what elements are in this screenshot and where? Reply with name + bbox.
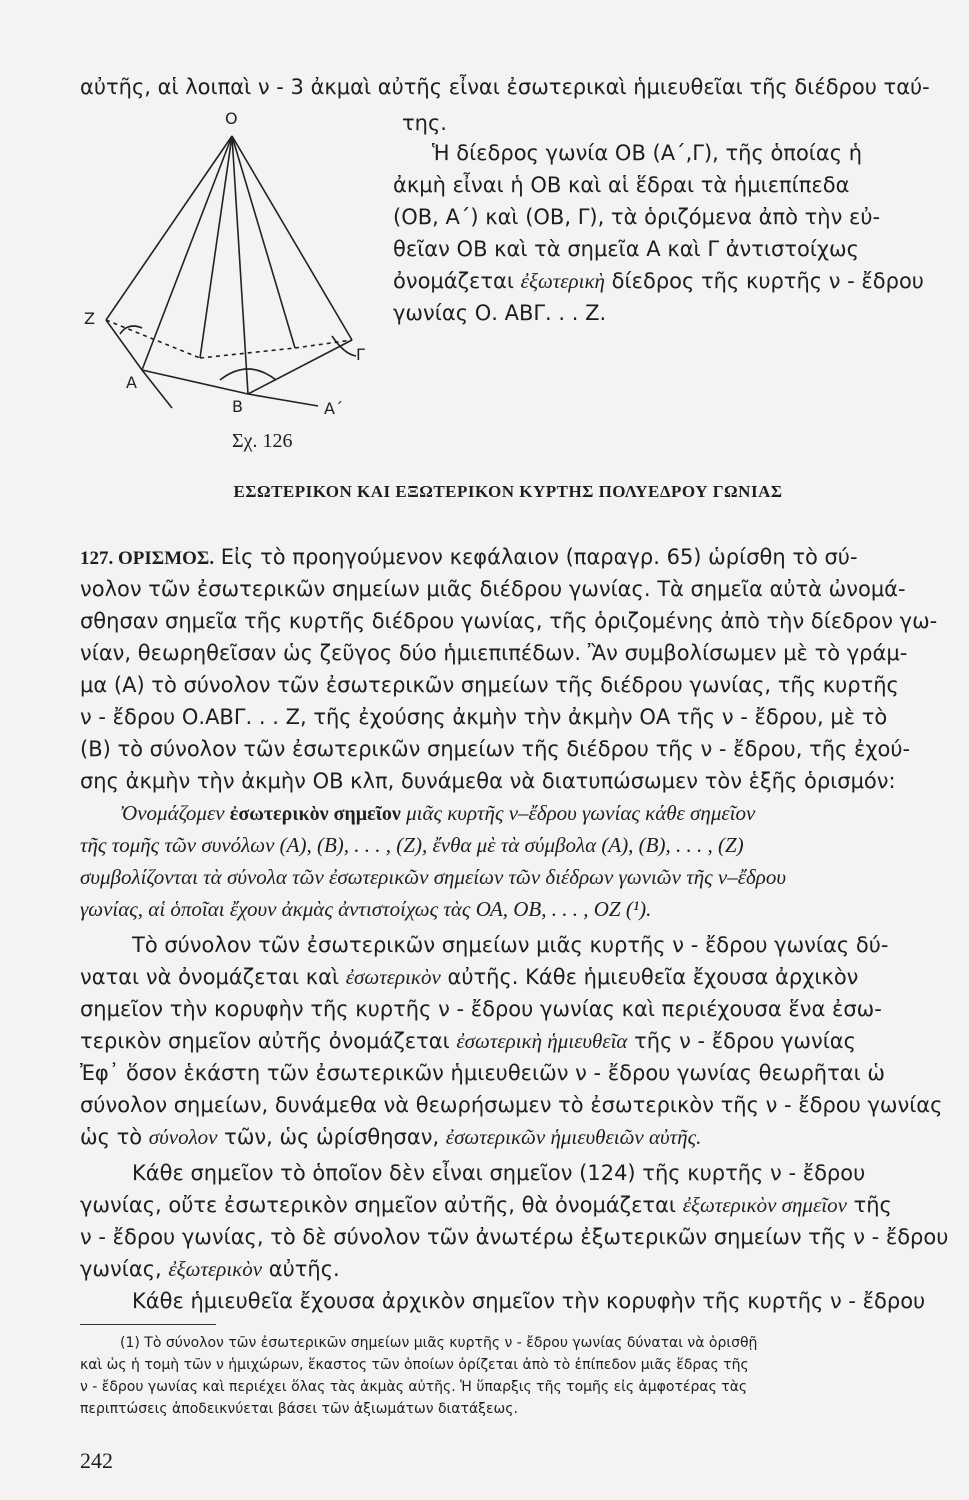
text-line: νολον τῶν ἐσωτερικῶν σημείων μιᾶς διέδρου γωνίας. Τὰ σημεῖα αὐτὰ ὠνομά- — [80, 577, 906, 601]
label-Z: Ζ — [84, 309, 95, 328]
text-span: αὐτῆς. Κάθε ἡμιευθεῖα ἔχουσα ἀρχικὸν — [440, 965, 859, 989]
edge-inner — [200, 136, 232, 358]
text-line: Ἐφ᾽ ὅσον ἑκάστη τῶν ἐσωτερικῶν ἡμιευθειῶν ν - ἔδρου γωνίας θεωρῆται ὡ — [80, 1061, 885, 1085]
text-line: (ΟΒ, Α΄) καὶ (ΟΒ, Γ), τὰ ὁριζόμενα ἀπὸ τὴν εὐ- — [393, 205, 881, 229]
text-line: σθησαν σημεῖα τῆς κυρτῆς διέδρου γωνίας, τῆς ὁριζομένης ἀπὸ τὴν δίεδρον γω- — [80, 609, 938, 633]
text-line: σημεῖον τὴν κορυφὴν τῆς κυρτῆς ν - ἔδρου γωνίας καὶ περιέχουσα ἕνα ἐσω- — [80, 997, 882, 1021]
hidden-edge — [200, 348, 295, 358]
text-line: (Β) τὸ σύνολον τῶν ἐσωτερικῶν σημείων τῆς διέδρου τῆς ν - ἔδρου, τῆς ἐχού- — [80, 737, 911, 761]
edge-OA — [142, 136, 232, 370]
edge-OZ — [106, 136, 232, 320]
label-B: Β — [232, 397, 243, 416]
italic-term: ἐξωτερικὴ — [520, 269, 605, 293]
edge-OG — [232, 136, 352, 340]
text-span: ὡς τὸ — [80, 1125, 149, 1149]
italic-term: ἐσωτερικὴ ἡμιευθεῖα — [456, 1029, 628, 1053]
text-line: Ἡ δίεδρος γωνία ΟΒ (Α΄,Γ), τῆς ὁποίας ἡ — [432, 141, 863, 165]
text-line: θεῖαν ΟΒ καὶ τὰ σημεῖα Α καὶ Γ ἀντιστοίχως — [393, 237, 859, 261]
italic-term: ἐσωτερικὸν — [345, 965, 441, 989]
text-line: νίαν, θεωρηθεῖσαν ὡς ζεῦγος δύο ἡμιεπιπέδων. Ἂν συμβολίσωμεν μὲ τὸ γράμ- — [80, 641, 908, 665]
text-line — [80, 1256, 340, 1282]
definition-line: συμβολίζονται τὰ σύνολα τῶν ἐσωτερικῶν σημείων τῶν διέδρων γωνιῶν τῆς ν–ἔδρου — [80, 865, 786, 889]
text-line — [393, 268, 924, 294]
angle-arc-G — [332, 336, 356, 356]
text-line: ν - ἔδρου γωνίας, τὸ δὲ σύνολον τῶν ἀνωτέρω ἐξωτερικῶν σημείων τῆς ν - ἔδρου — [80, 1225, 949, 1249]
footnote-rule — [80, 1324, 216, 1325]
extension-BA1 — [248, 394, 318, 406]
italic-term: ἐξωτερικὸν σημεῖον — [682, 1193, 847, 1217]
text-line: γωνίας Ο. ΑΒΓ. . . Ζ. — [393, 301, 607, 325]
text-line: μα (Α) τὸ σύνολον τῶν ἐσωτερικῶν σημείων τῆς διέδρου γωνίας, τῆς κυρτῆς — [80, 673, 899, 697]
label-O: Ο — [225, 109, 238, 128]
text-line: ἀκμὴ εἶναι ἡ ΟΒ καὶ αἱ ἕδραι τὰ ἡμιεπίπεδα — [393, 173, 850, 197]
text-line: Κάθε σημεῖον τὸ ὁποῖον δὲν εἶναι σημεῖον (124) τῆς κυρτῆς ν - ἔδρου — [132, 1161, 866, 1185]
footnote-line: (1) Τὸ σύνολον τῶν ἐσωτερικῶν σημείων μιᾶς κυρτῆς ν - ἔδρου γωνίας δύναται νὰ ὁρισθῇ — [120, 1335, 758, 1351]
label-A-prime: Α΄ — [324, 399, 343, 418]
text-span: ναται νὰ ὀνομάζεται καὶ — [80, 965, 346, 989]
section-number: 127. ΟΡΙΣΜΟΣ. — [80, 548, 215, 569]
text-line: Τὸ σύνολον τῶν ἐσωτερικῶν σημείων μιᾶς κυρτῆς ν - ἔδρου γωνίας δύ- — [132, 933, 889, 957]
text-line: σης ἀκμὴν τὴν ἀκμὴν ΟΒ κλπ, δυνάμεθα νὰ διατυπώσωμεν τὸν ἑξῆς ὁρισμόν: — [80, 769, 896, 793]
text-span: ὀνομάζεται — [393, 269, 521, 293]
label-A: Α — [126, 373, 137, 392]
text-span: τῶν, ὡς ὡρίσθησαν, — [217, 1125, 446, 1149]
definition-line — [120, 800, 755, 827]
text-span: Εἰς τὸ προηγούμενον κεφάλαιον (παραγρ. 65) ὡρίσθη τὸ σύ- — [214, 545, 858, 569]
text-span: τῆς — [846, 1193, 892, 1217]
text-span: γωνίας, οὔτε ἐσωτερικὸν σημεῖον αὐτῆς, θὰ ὀνομάζεται — [80, 1193, 683, 1217]
page-number: 242 — [80, 1448, 113, 1473]
italic-term: σύνολον — [148, 1125, 218, 1149]
bold-term: ἐσωτερικὸν σημεῖον — [229, 803, 401, 825]
text-span: τῆς ν - ἔδρου γωνίας — [627, 1029, 856, 1053]
angle-arc-B — [220, 369, 276, 380]
footnote-line: περιπτώσεις ἀποδεικνύεται βάσει τῶν ἀξιωμάτων διατάξεως. — [80, 1401, 518, 1417]
text-line — [80, 1124, 701, 1150]
italic-term: ἐξωτερικὸν — [168, 1257, 263, 1281]
italic-term: ἐσωτερικῶν ἡμιευθειῶν αὐτῆς. — [445, 1125, 702, 1149]
base-edge — [248, 340, 352, 394]
edge-inner — [232, 136, 295, 348]
text-span: αὐτῆς. — [262, 1257, 340, 1281]
italic-text: μιᾶς κυρτῆς ν–ἔδρου γωνίας κάθε σημεῖον — [400, 801, 756, 825]
footnote-line: ν - ἔδρου γωνίας καὶ περιέχει ὅλας τὰς ἀκμὰς αὐτῆς. Ἡ ὕπαρξις τῆς τομῆς εἰς ἀμφοτέρας τὰς — [80, 1379, 748, 1395]
figure-caption: Σχ. 126 — [232, 430, 293, 452]
text-line — [80, 964, 858, 990]
text-line: Κάθε ἡμιευθεῖα ἔχουσα ἀρχικὸν σημεῖον τὴν κορυφὴν τῆς κυρτῆς ν - ἔδρου — [132, 1289, 926, 1313]
pyramid-figure — [80, 108, 380, 428]
text-span: δίεδρος τῆς κυρτῆς ν - ἔδρου — [604, 269, 924, 293]
text-span: γωνίας, — [80, 1257, 169, 1281]
footnote-line: καὶ ὡς ἡ τομὴ τῶν ν ἡμιχώρων, ἕκαστος τῶν ὁποίων ὁρίζεται ἀπὸ τὸ ἐπίπεδον μιᾶς ἕδρας τῆς — [80, 1357, 749, 1373]
text-line — [80, 544, 858, 572]
text-span: τερικὸν σημεῖον αὐτῆς ὀνομάζεται — [80, 1029, 457, 1053]
text-line — [80, 1192, 892, 1218]
text-line: της. — [402, 111, 447, 135]
italic-text: Ὀνομάζομεν — [120, 801, 230, 825]
label-G: Γ — [356, 345, 365, 364]
text-line: αὐτῆς, αἱ λοιπαὶ ν - 3 ἀκμαὶ αὐτῆς εἶναι ἐσωτερικαὶ ἡμιευθεῖαι τῆς διέδρου ταύ- — [80, 75, 930, 99]
text-line: ν - ἔδρου Ο.ΑΒΓ. . . Ζ, τῆς ἐχούσης ἀκμὴν τὴν ἀκμὴν ΟΑ τῆς ν - ἔδρου, μὲ τὸ — [80, 705, 888, 729]
edge-OB — [232, 136, 248, 394]
text-line: σύνολον σημείων, δυνάμεθα νὰ θεωρήσωμεν τὸ ἐσωτερικὸν τῆς ν - ἔδρου γωνίας — [80, 1093, 943, 1117]
definition-line: γωνίας, αἱ ὁποῖαι ἔχουν ἀκμὰς ἀντιστοίχως τὰς ΟΑ, ΟΒ, . . . , ΟΖ (¹). — [80, 897, 652, 921]
section-heading: ΕΣΩΤΕΡΙΚΟΝ ΚΑΙ ΕΞΩΤΕΡΙΚΟΝ ΚΥΡΤΗΣ ΠΟΛΥΕΔΡΟΥ ΓΩΝΙΑΣ — [233, 482, 783, 501]
text-line — [80, 1028, 856, 1054]
definition-line: τῆς τομῆς τῶν συνόλων (Α), (Β), . . . , (Ζ), ἔνθα μὲ τὰ σύμβολα (Α), (Β), . . . , (Ζ) — [80, 833, 744, 857]
